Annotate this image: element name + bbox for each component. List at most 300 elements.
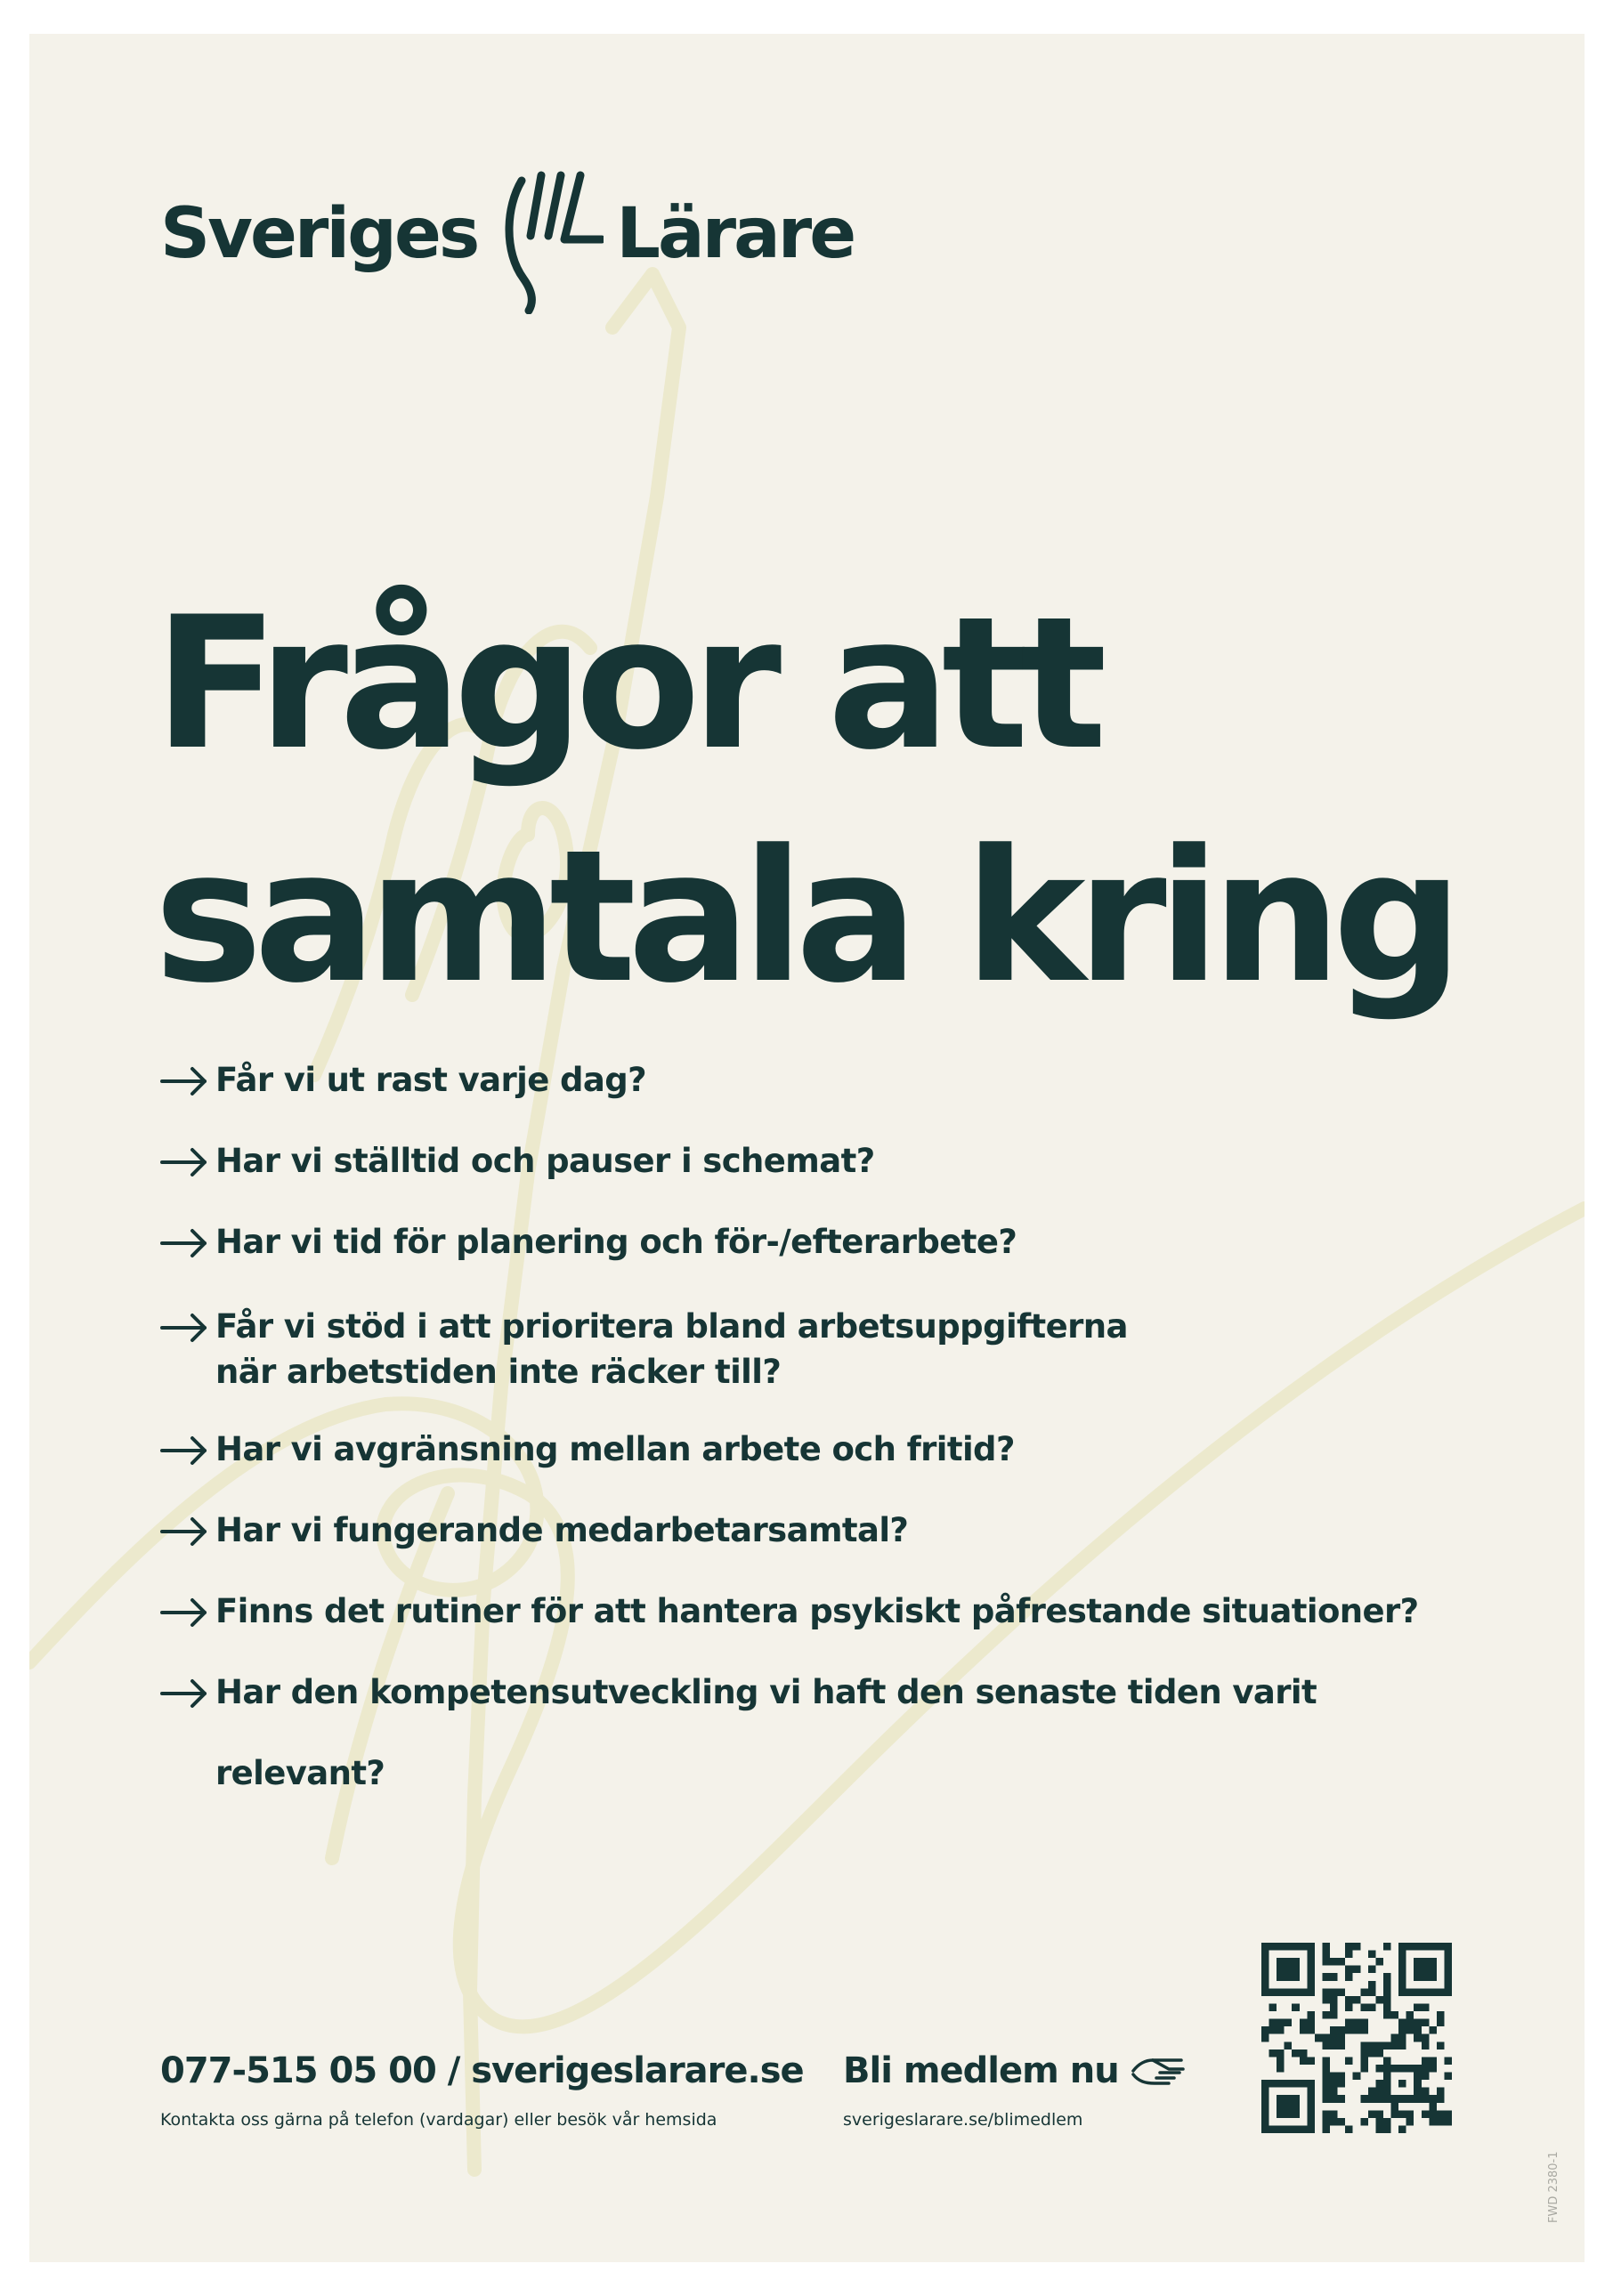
qr-module <box>1277 2110 1285 2118</box>
qr-module <box>1383 2118 1391 2126</box>
qr-module <box>1429 2118 1437 2126</box>
qr-module <box>1429 2095 1437 2103</box>
join-url: sverigeslarare.se/blimedlem <box>843 2110 1083 2130</box>
qr-module <box>1330 2088 1338 2096</box>
qr-module <box>1307 2118 1315 2126</box>
hand-wave-logo-mark-icon <box>497 154 604 314</box>
qr-module <box>1375 2065 1383 2073</box>
qr-module <box>1307 2125 1315 2133</box>
qr-module <box>1322 1958 1330 1966</box>
headline <box>154 568 1455 1034</box>
qr-module <box>1422 2110 1430 2118</box>
qr-module <box>1422 2073 1430 2081</box>
qr-module <box>1307 1973 1315 1981</box>
qr-module <box>1277 1958 1285 1966</box>
qr-module <box>1422 1966 1430 1974</box>
qr-module <box>1277 2103 1285 2111</box>
qr-module <box>1360 2049 1368 2058</box>
qr-module <box>1307 2057 1315 2065</box>
qr-module <box>1406 1988 1414 1996</box>
qr-module <box>1330 2073 1338 2081</box>
question-text: Finns det rutiner för att hantera psykiskt påfrestande situationer? <box>215 1592 1419 1630</box>
qr-module <box>1368 1981 1376 1989</box>
qr-module <box>1345 1996 1353 2004</box>
qr-module <box>1277 2065 1285 2073</box>
qr-module <box>1338 2080 1346 2088</box>
qr-module <box>1437 2088 1445 2096</box>
qr-module <box>1345 2057 1353 2065</box>
qr-module <box>1353 2073 1361 2081</box>
qr-module <box>1322 1996 1330 2004</box>
qr-module <box>1345 2003 1353 2011</box>
qr-module <box>1277 1988 1285 1996</box>
qr-module <box>1277 1973 1285 1981</box>
qr-module <box>1391 2110 1399 2118</box>
qr-module <box>1322 2118 1330 2126</box>
qr-module <box>1383 2125 1391 2133</box>
qr-module <box>1353 1966 1361 1974</box>
qr-module <box>1277 2057 1285 2065</box>
qr-module <box>1368 2088 1376 2096</box>
qr-module <box>1398 2095 1406 2103</box>
qr-module <box>1414 1958 1422 1966</box>
qr-module <box>1300 2080 1308 2088</box>
qr-module <box>1353 1943 1361 1951</box>
qr-module <box>1414 1943 1422 1951</box>
qr-module <box>1338 2118 1346 2126</box>
qr-module <box>1429 2103 1437 2111</box>
qr-module <box>1375 2110 1383 2118</box>
qr-module <box>1360 2041 1368 2049</box>
qr-module <box>1353 2026 1361 2034</box>
headline-line-2: samtala kring <box>154 812 1455 1023</box>
qr-module <box>1345 2026 1353 2034</box>
qr-module <box>1285 2095 1293 2103</box>
qr-module <box>1383 2088 1391 2096</box>
qr-module <box>1300 2125 1308 2133</box>
qr-module <box>1345 1973 1353 1981</box>
qr-module <box>1261 1943 1269 1951</box>
qr-module <box>1285 2110 1293 2118</box>
qr-module <box>1307 2011 1315 2019</box>
qr-module <box>1391 2095 1399 2103</box>
poster <box>29 34 1585 2262</box>
qr-module <box>1269 2026 1277 2034</box>
qr-module <box>1429 1958 1437 1966</box>
qr-module <box>1398 1951 1406 1959</box>
qr-module <box>1277 1966 1285 1974</box>
qr-module <box>1269 2125 1277 2133</box>
qr-module <box>1383 2065 1391 2073</box>
qr-module <box>1414 2095 1422 2103</box>
qr-module <box>1269 2019 1277 2027</box>
qr-module <box>1277 2026 1285 2034</box>
qr-module <box>1269 2049 1277 2058</box>
qr-module <box>1414 2003 1422 2011</box>
qr-module <box>1322 1973 1330 1981</box>
qr-module <box>1383 2073 1391 2081</box>
arrow-right-icon <box>160 1225 210 1260</box>
qr-module <box>1322 2110 1330 2118</box>
qr-module <box>1422 1943 1430 1951</box>
qr-module <box>1422 1988 1430 1996</box>
qr-module <box>1315 2034 1323 2042</box>
qr-module <box>1338 2034 1346 2042</box>
qr-module <box>1360 2065 1368 2073</box>
qr-module <box>1322 2011 1330 2019</box>
qr-module <box>1322 2080 1330 2088</box>
qr-module <box>1307 1951 1315 1959</box>
qr-module <box>1307 1966 1315 1974</box>
qr-module <box>1437 1988 1445 1996</box>
qr-module <box>1330 2118 1338 2126</box>
qr-module <box>1307 2103 1315 2111</box>
qr-module <box>1338 1958 1346 1966</box>
qr-module <box>1307 2095 1315 2103</box>
qr-module <box>1422 2065 1430 2073</box>
qr-module <box>1383 2095 1391 2103</box>
qr-module <box>1422 2034 1430 2042</box>
qr-module <box>1345 1943 1353 1951</box>
qr-module <box>1307 2088 1315 2096</box>
qr-module <box>1360 1988 1368 1996</box>
qr-module <box>1429 2057 1437 2065</box>
qr-module <box>1422 2088 1430 2096</box>
qr-module <box>1375 1996 1383 2004</box>
qr-module <box>1383 2011 1391 2019</box>
logo-word-sveriges: Sveriges <box>160 194 478 274</box>
qr-module <box>1322 1943 1330 1951</box>
qr-module <box>1414 2019 1422 2027</box>
qr-module <box>1330 2003 1338 2011</box>
qr-module <box>1307 1981 1315 1989</box>
qr-module <box>1368 2003 1376 2011</box>
qr-module <box>1406 2019 1414 2027</box>
qr-module <box>1277 2095 1285 2103</box>
qr-module <box>1429 2026 1437 2034</box>
qr-module <box>1422 2041 1430 2049</box>
qr-module <box>1322 2125 1330 2133</box>
qr-module <box>1322 2041 1330 2049</box>
qr-module <box>1375 2041 1383 2049</box>
qr-module <box>1261 2026 1269 2034</box>
question-text: Har vi ställtid och pauser i schemat? <box>215 1142 875 1180</box>
qr-module <box>1406 2095 1414 2103</box>
question-text: Har vi avgränsning mellan arbete och fritid? <box>215 1430 1015 1468</box>
qr-module <box>1285 1966 1293 1974</box>
qr-module <box>1300 1943 1308 1951</box>
qr-module <box>1375 2118 1383 2126</box>
arrow-right-icon <box>160 1309 210 1345</box>
qr-module <box>1383 2057 1391 2065</box>
qr-module <box>1375 2088 1383 2096</box>
qr-module <box>1292 2049 1300 2058</box>
qr-module <box>1375 2125 1383 2133</box>
qr-module <box>1383 1943 1391 1951</box>
qr-module <box>1444 1981 1452 1989</box>
qr-module <box>1383 1981 1391 1989</box>
qr-module <box>1345 2019 1353 2027</box>
qr-module <box>1261 1951 1269 1959</box>
qr-module <box>1368 1988 1376 1996</box>
qr-module <box>1307 1958 1315 1966</box>
qr-module <box>1375 2049 1383 2058</box>
qr-module <box>1391 2034 1399 2042</box>
qr-module <box>1444 1988 1452 1996</box>
qr-module <box>1360 2026 1368 2034</box>
qr-module <box>1338 2073 1346 2081</box>
qr-module <box>1391 2065 1399 2073</box>
qr-module <box>1261 2088 1269 2096</box>
qr-module <box>1398 2026 1406 2034</box>
qr-module <box>1414 1988 1422 1996</box>
qr-module <box>1330 1973 1338 1981</box>
qr-module <box>1330 2110 1338 2118</box>
qr-module <box>1406 2026 1414 2034</box>
qr-module <box>1398 2080 1406 2088</box>
qr-module <box>1444 1966 1452 1974</box>
qr-module <box>1368 1951 1376 1959</box>
qr-module <box>1330 2011 1338 2019</box>
qr-module <box>1261 2103 1269 2111</box>
qr-module <box>1285 1988 1293 1996</box>
qr-module <box>1292 2103 1300 2111</box>
qr-module <box>1429 1943 1437 1951</box>
qr-module <box>1285 2080 1293 2088</box>
list-item <box>160 1589 1419 1634</box>
qr-module <box>1437 2110 1445 2118</box>
qr-module <box>1391 2041 1399 2049</box>
qr-module <box>1437 2019 1445 2027</box>
qr-module <box>1261 1966 1269 1974</box>
qr-module <box>1383 1996 1391 2004</box>
qr-module <box>1307 2019 1315 2027</box>
headline-line-1: Frågor att <box>154 578 1098 790</box>
qr-module <box>1261 1973 1269 1981</box>
qr-module <box>1300 2049 1308 2058</box>
list-item <box>160 1138 875 1184</box>
list-item <box>160 1057 646 1103</box>
qr-module <box>1261 2110 1269 2118</box>
qr-module <box>1414 2073 1422 2081</box>
qr-module <box>1261 1988 1269 1996</box>
qr-module <box>1422 2019 1430 2027</box>
qr-module <box>1383 2080 1391 2088</box>
qr-module <box>1292 2125 1300 2133</box>
qr-module <box>1444 2110 1452 2118</box>
qr-module <box>1444 2073 1452 2081</box>
qr-module <box>1437 2118 1445 2126</box>
qr-module <box>1414 1966 1422 1974</box>
qr-module <box>1353 2019 1361 2027</box>
qr-module <box>1300 2057 1308 2065</box>
qr-module <box>1398 2034 1406 2042</box>
qr-module <box>1277 2125 1285 2133</box>
qr-module <box>1338 2095 1346 2103</box>
qr-module <box>1261 1958 1269 1966</box>
qr-module <box>1330 1988 1338 1996</box>
qr-module <box>1292 2110 1300 2118</box>
qr-module <box>1261 1981 1269 1989</box>
document-code: FWD 2380-1 <box>1547 2151 1560 2223</box>
qr-module <box>1300 1988 1308 1996</box>
qr-module <box>1285 1958 1293 1966</box>
qr-module <box>1277 2049 1285 2058</box>
qr-module <box>1437 2095 1445 2103</box>
qr-module <box>1398 2110 1406 2118</box>
qr-module <box>1261 2125 1269 2133</box>
qr-module <box>1292 2095 1300 2103</box>
qr-module <box>1338 2041 1346 2049</box>
qr-module <box>1292 1943 1300 1951</box>
qr-module <box>1330 2095 1338 2103</box>
qr-module <box>1414 2065 1422 2073</box>
qr-module <box>1429 2110 1437 2118</box>
qr-module <box>1444 2057 1452 2065</box>
list-item <box>160 1508 908 1553</box>
qr-module <box>1307 1943 1315 1951</box>
join-cta <box>843 2049 1187 2092</box>
qr-module <box>1383 1973 1391 1981</box>
qr-module <box>1292 1973 1300 1981</box>
qr-module <box>1444 2118 1452 2126</box>
qr-module <box>1422 2057 1430 2065</box>
qr-module <box>1398 1943 1406 1951</box>
arrow-right-icon <box>160 1675 210 1710</box>
qr-module <box>1375 2095 1383 2103</box>
qr-module <box>1307 1988 1315 1996</box>
qr-module <box>1383 2003 1391 2011</box>
question-text: Har den kompetensutveckling vi haft den senaste tiden varit relevant? <box>215 1673 1317 1792</box>
qr-module <box>1322 2088 1330 2096</box>
qr-module <box>1429 1966 1437 1974</box>
qr-module <box>1261 2095 1269 2103</box>
qr-module <box>1368 2095 1376 2103</box>
qr-module <box>1322 2065 1330 2073</box>
qr-module <box>1391 2103 1399 2111</box>
qr-module <box>1330 2026 1338 2034</box>
qr-code <box>1261 1943 1452 2133</box>
question-text: Får vi ut rast varje dag? <box>215 1061 646 1099</box>
qr-module <box>1398 2065 1406 2073</box>
qr-module <box>1429 2065 1437 2073</box>
qr-module <box>1391 2011 1399 2019</box>
qr-module <box>1300 2019 1308 2027</box>
qr-module <box>1375 2080 1383 2088</box>
arrow-right-icon <box>160 1063 210 1098</box>
list-item <box>160 1304 1128 1395</box>
qr-module <box>1322 1988 1330 1996</box>
qr-module <box>1398 2041 1406 2049</box>
join-label: Bli medlem nu <box>843 2050 1119 2091</box>
qr-module <box>1406 2118 1414 2126</box>
qr-module <box>1368 2041 1376 2049</box>
qr-module <box>1398 1966 1406 1974</box>
qr-module <box>1285 2019 1293 2027</box>
pointing-hand-icon <box>1130 2051 1187 2090</box>
qr-module <box>1277 2080 1285 2088</box>
qr-module <box>1338 1988 1346 1996</box>
qr-module <box>1285 2103 1293 2111</box>
qr-module <box>1330 1996 1338 2004</box>
qr-module <box>1330 2080 1338 2088</box>
arrow-right-icon <box>160 1432 210 1467</box>
list-item <box>160 1427 1015 1472</box>
qr-module <box>1330 2041 1338 2049</box>
qr-module <box>1444 1973 1452 1981</box>
qr-module <box>1322 2073 1330 2081</box>
question-text: Har vi fungerande medarbetarsamtal? <box>215 1511 909 1549</box>
qr-module <box>1360 2019 1368 2027</box>
qr-module <box>1269 1988 1277 1996</box>
contact-text: Kontakta oss gärna på telefon (vardagar) eller besök vår hemsida <box>160 2110 717 2130</box>
list-item <box>160 1669 1317 1796</box>
qr-module <box>1322 1951 1330 1959</box>
qr-module <box>1398 2125 1406 2133</box>
qr-module <box>1422 2003 1430 2011</box>
qr-module <box>1307 2110 1315 2118</box>
qr-module <box>1353 1996 1361 2004</box>
qr-module <box>1300 2026 1308 2034</box>
qr-module <box>1414 2088 1422 2096</box>
qr-module <box>1269 2003 1277 2011</box>
qr-module <box>1338 2026 1346 2034</box>
qr-module <box>1406 2011 1414 2019</box>
qr-module <box>1277 1943 1285 1951</box>
qr-module <box>1368 2049 1376 2058</box>
qr-module <box>1330 1958 1338 1966</box>
qr-module <box>1292 1958 1300 1966</box>
qr-module <box>1414 2026 1422 2034</box>
question-text: Får vi stöd i att prioritera bland arbetsuppgifterna när arbetstiden inte räcker till? <box>215 1307 1128 1391</box>
qr-module <box>1277 2019 1285 2027</box>
qr-module <box>1398 2019 1406 2027</box>
qr-module <box>1375 1958 1383 1966</box>
qr-module <box>1437 2011 1445 2019</box>
qr-module <box>1292 1966 1300 1974</box>
qr-module <box>1437 1943 1445 1951</box>
qr-module <box>1398 1958 1406 1966</box>
qr-module <box>1422 2095 1430 2103</box>
qr-module <box>1261 2118 1269 2126</box>
arrow-right-icon <box>160 1144 210 1179</box>
qr-module <box>1322 2034 1330 2042</box>
qr-module <box>1292 1988 1300 1996</box>
phone-and-website: 077-515 05 00 / sverigeslarare.se <box>160 2050 804 2091</box>
qr-module <box>1285 2125 1293 2133</box>
qr-module <box>1345 1951 1353 1959</box>
qr-module <box>1285 2041 1293 2049</box>
arrow-right-icon <box>160 1513 210 1548</box>
qr-module <box>1322 2057 1330 2065</box>
qr-module <box>1406 2110 1414 2118</box>
qr-module <box>1414 2034 1422 2042</box>
qr-module <box>1444 1943 1452 1951</box>
brand-logo <box>160 154 854 314</box>
qr-module <box>1330 2034 1338 2042</box>
qr-module <box>1398 1988 1406 1996</box>
qr-module <box>1437 2041 1445 2049</box>
qr-module <box>1285 1973 1293 1981</box>
question-text: Har vi tid för planering och för-/efterarbete? <box>215 1223 1017 1261</box>
qr-module <box>1422 1958 1430 1966</box>
logo-word-larare: Lärare <box>616 194 855 274</box>
list-item <box>160 1219 1017 1265</box>
qr-module <box>1406 1943 1414 1951</box>
qr-module <box>1322 2095 1330 2103</box>
qr-module <box>1368 1966 1376 1974</box>
qr-module <box>1368 2110 1376 2118</box>
